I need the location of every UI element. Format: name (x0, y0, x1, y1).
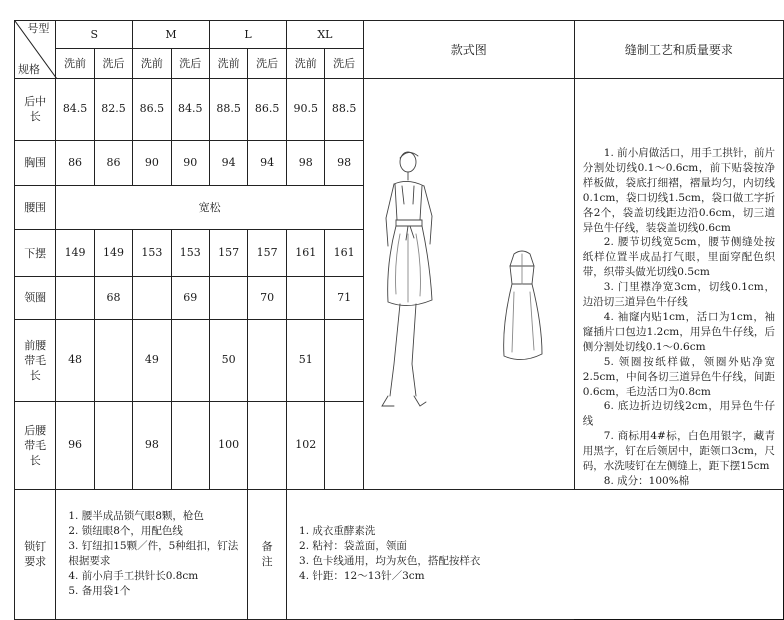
remark-item: 3. 色卡线通用，均为灰色，搭配按样衣 (299, 555, 481, 568)
row-label: 后中长 (15, 79, 56, 141)
row-back-length (15, 79, 784, 141)
value-cell: 102 (287, 401, 325, 489)
value-cell (209, 277, 247, 320)
note-item: 4. 袖窿内贴1cm，活口为1cm，袖窿插片口包边1.2cm，用异色牛仔线，后侧分割处切线0.1～0.6cm (582, 310, 775, 353)
wash-before-header: 洗前 (133, 49, 171, 79)
value-cell: 86 (56, 140, 94, 185)
value-cell: 88.5 (325, 79, 363, 141)
size-header-l: L (209, 21, 286, 49)
value-cell: 82.5 (94, 79, 132, 141)
value-cell: 100 (209, 401, 247, 489)
value-cell: 149 (56, 230, 94, 277)
value-cell (325, 319, 363, 401)
button-requirements-label: 锁钉要求 (15, 489, 56, 619)
dress-skirt (387, 226, 431, 306)
value-cell: 153 (171, 230, 209, 277)
note-item: 5. 领圈按纸样做，领圈外贴净宽2.5cm，中间各切三道异色牛仔线，间距0.6cm，毛边活口为0.8cm (582, 355, 775, 398)
value-cell: 50 (209, 319, 247, 401)
row-label: 后腰带毛长 (15, 401, 56, 489)
button-item: 5. 备用袋1个 (68, 585, 131, 598)
value-cell: 90 (133, 140, 171, 185)
corner-spec-label: 规格 (18, 63, 40, 76)
note-item: 8. 成分：100%棉 (603, 474, 690, 487)
row-label: 领圈 (15, 277, 56, 320)
value-cell (287, 277, 325, 320)
value-cell: 153 (133, 230, 171, 277)
sewing-notes-cell (574, 79, 783, 490)
value-cell (94, 319, 132, 401)
value-cell: 149 (94, 230, 132, 277)
corner-header-cell (15, 21, 56, 79)
button-requirements-list (56, 489, 248, 619)
wash-before-header: 洗前 (209, 49, 247, 79)
row-label: 胸围 (15, 140, 56, 185)
size-header-s: S (56, 21, 133, 49)
style-drawing-header: 款式图 (363, 21, 574, 79)
row-label: 腰围 (15, 186, 56, 230)
value-cell: 161 (287, 230, 325, 277)
remark-item: 4. 针距：12～13针／3cm (299, 570, 425, 583)
value-cell (325, 401, 363, 489)
value-cell: 98 (133, 401, 171, 489)
value-cell: 48 (56, 319, 94, 401)
value-cell: 157 (248, 230, 287, 277)
value-cell: 86.5 (133, 79, 171, 141)
value-cell: 49 (133, 319, 171, 401)
dress-shoulders (394, 181, 424, 186)
row-label: 前腰带毛长 (15, 319, 56, 401)
wash-before-header: 洗前 (56, 49, 94, 79)
note-item: 6. 底边折边切线2cm，用异色牛仔线 (582, 400, 775, 428)
value-cell: 88.5 (209, 79, 247, 141)
dress-sketch (364, 134, 574, 430)
button-item: 2. 锁纽眼8个，用配色线 (68, 525, 183, 538)
value-cell (56, 277, 94, 320)
value-cell: 96 (56, 401, 94, 489)
note-item: 1. 前小肩做活口，用手工拱针，前片分割处切线0.1～0.6cm，前下贴袋按净样板做，袋底打细褶，褶量均匀，内切线0.1cm，袋口切线1.5cm，袋口做工字折各2个，袋盖切线距边沿0.6cm，切三道异色牛仔线，装袋盖切线0.6cm (582, 147, 775, 234)
note-item: 3. 门里襟净宽3cm，切线0.1cm，边沿切三道异色牛仔线 (582, 281, 775, 309)
note-item: 7. 商标用4#标，白色用银字，藏青用黑字，钉在后领居中，距领口3cm，尺码，水洗唛钉在左侧缝上，距下摆15cm (582, 430, 775, 473)
value-cell (94, 401, 132, 489)
remark-item: 2. 粘衬：袋盖面，领面 (299, 540, 407, 553)
value-cell: 84.5 (171, 79, 209, 141)
remarks-label: 备注 (248, 489, 287, 619)
value-cell: 86.5 (248, 79, 287, 141)
row-requirements (15, 489, 784, 619)
sewing-notes-header: 缝制工艺和质量要求 (574, 21, 783, 79)
corner-size-label: 号型 (27, 22, 50, 35)
value-cell: 51 (287, 319, 325, 401)
value-cell: 157 (209, 230, 247, 277)
dress-belt (396, 220, 422, 226)
size-header-m: M (133, 21, 210, 49)
spec-sheet (14, 20, 784, 620)
remarks-list (287, 489, 575, 619)
value-cell (248, 319, 287, 401)
wash-after-header: 洗后 (248, 49, 287, 79)
value-cell: 86 (94, 140, 132, 185)
button-item: 4. 前小肩手工拱针长0.8cm (68, 570, 199, 583)
value-cell: 98 (325, 140, 363, 185)
note-item: 2. 腰节切线宽5cm，腰节侧缝处按纸样位置半成品打气眼，里面穿配色织带，织带头做光切线0.5cm (582, 236, 775, 279)
value-cell: 71 (325, 277, 363, 320)
value-cell: 90 (171, 140, 209, 185)
size-header-xl: XL (287, 21, 364, 49)
remark-item: 1. 成衣重酵素洗 (299, 525, 376, 538)
button-item: 3. 钉纽扣15颗／件，5种组扣，钉法根据要求 (68, 540, 239, 568)
value-cell (171, 401, 209, 489)
value-cell: 70 (248, 277, 287, 320)
value-cell (133, 277, 171, 320)
value-cell: 161 (325, 230, 363, 277)
spec-table (14, 20, 784, 620)
value-cell (171, 319, 209, 401)
wash-after-header: 洗后 (325, 49, 363, 79)
value-cell (248, 401, 287, 489)
wash-after-header: 洗后 (94, 49, 132, 79)
value-cell: 69 (171, 277, 209, 320)
value-cell: 84.5 (56, 79, 94, 141)
wash-after-header: 洗后 (171, 49, 209, 79)
row-label: 下摆 (15, 230, 56, 277)
value-cell: 68 (94, 277, 132, 320)
value-cell: 90.5 (287, 79, 325, 141)
wash-before-header: 洗前 (287, 49, 325, 79)
value-cell: 98 (287, 140, 325, 185)
style-sketch-cell (363, 79, 574, 490)
value-cell: 94 (209, 140, 247, 185)
value-cell: 94 (248, 140, 287, 185)
button-item: 1. 腰半成品锁气眼8颗，枪色 (68, 510, 204, 523)
waist-value-cell: 宽松 (56, 186, 363, 230)
